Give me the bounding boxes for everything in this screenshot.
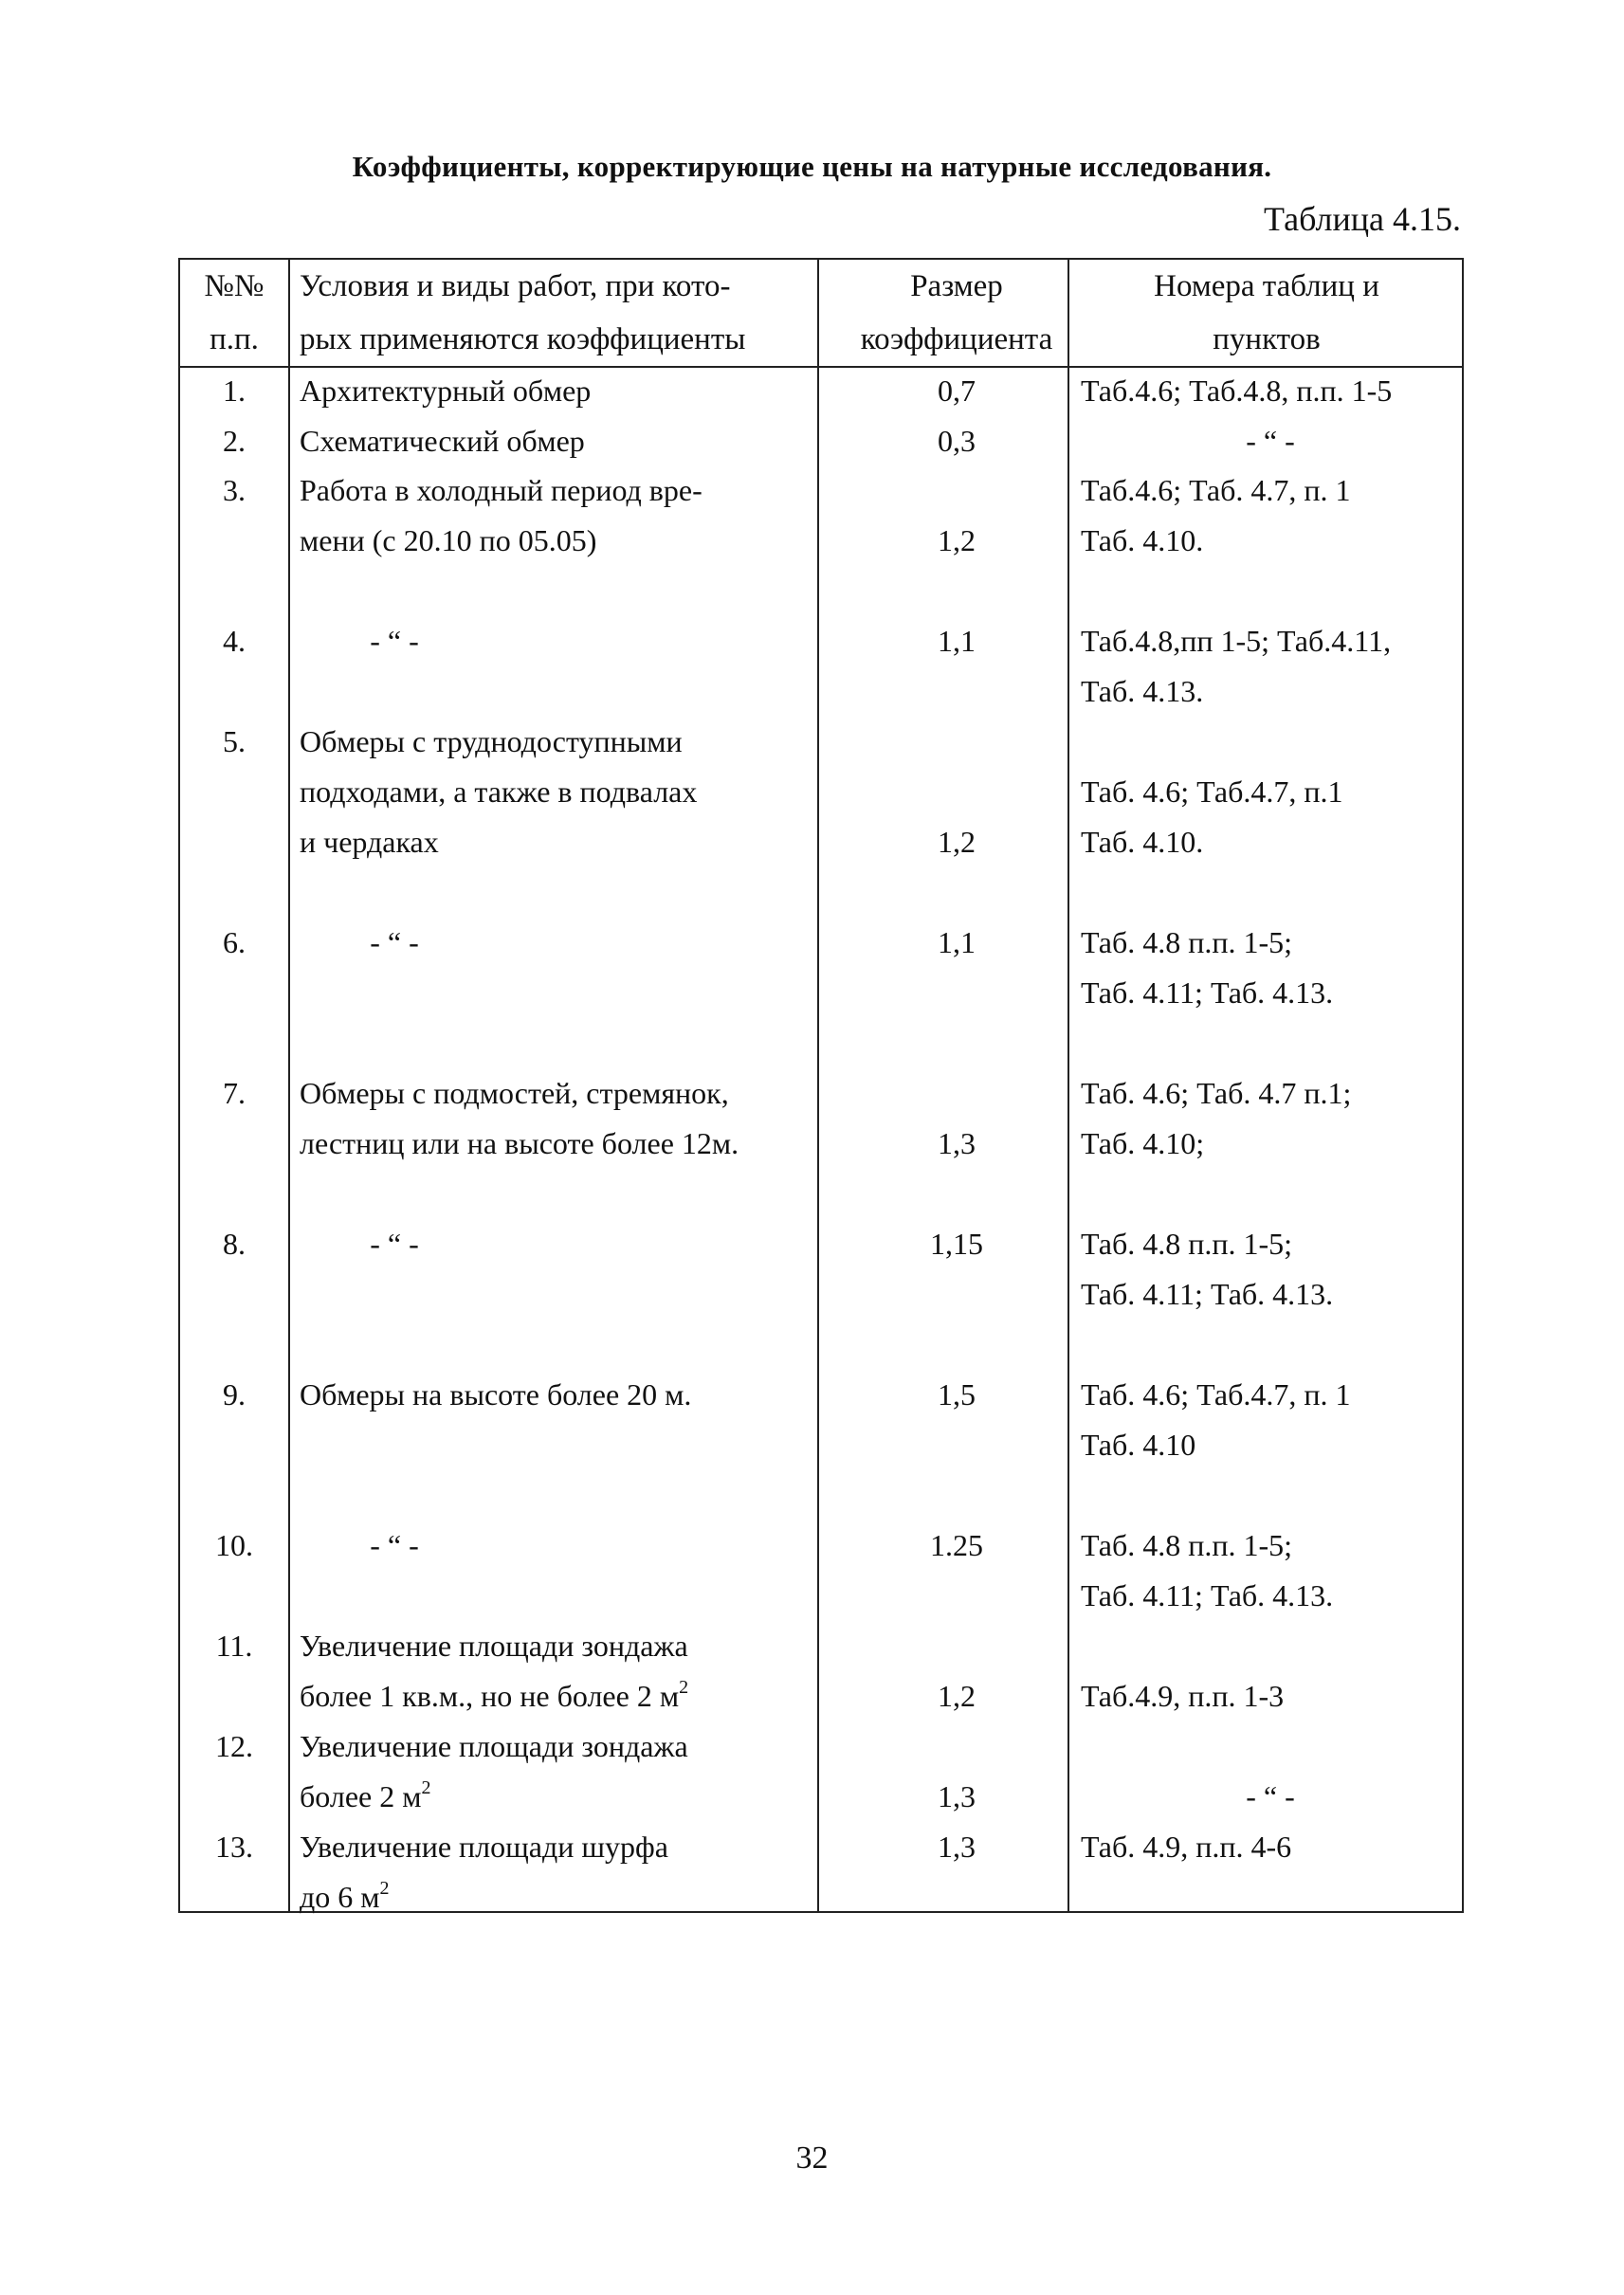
row-5-condition-line2: подходами, а также в подвалах <box>300 774 698 809</box>
row-9-reference-line2: Таб. 4.10 <box>1081 1428 1196 1462</box>
header-ref-line2: пунктов <box>1213 322 1321 356</box>
row-1-condition: Архитектурный обмер <box>300 373 592 408</box>
row-12-reference-ditto: - “ - <box>1246 1779 1295 1813</box>
row-3-coefficient: 1,2 <box>938 523 976 557</box>
row-1-coefficient: 0,7 <box>938 373 976 408</box>
row-4-reference-line2: Таб. 4.13. <box>1081 674 1204 708</box>
row-10-reference-line2: Таб. 4.11; Таб. 4.13. <box>1081 1578 1334 1612</box>
row-7-coefficient: 1,3 <box>938 1126 976 1160</box>
superscript-2: 2 <box>379 1878 390 1899</box>
superscript-2: 2 <box>421 1777 431 1798</box>
row-5-condition-line3: и чердаках <box>300 825 439 859</box>
row-5-coefficient: 1,2 <box>938 825 976 859</box>
row-9-reference-line1: Таб. 4.6; Таб.4.7, п. 1 <box>1081 1377 1351 1412</box>
row-13-condition-line2-text: до 6 м <box>300 1880 380 1914</box>
row-1-reference: Таб.4.6; Таб.4.8, п.п. 1-5 <box>1081 373 1393 408</box>
row-13-coefficient: 1,3 <box>938 1830 976 1864</box>
column-divider <box>288 260 290 1911</box>
row-11-reference: Таб.4.9, п.п. 1-3 <box>1081 1679 1285 1713</box>
row-5-condition-line1: Обмеры с труднодоступными <box>300 724 683 758</box>
header-coef-line2: коэффициента <box>860 322 1053 356</box>
row-6-reference-line1: Таб. 4.8 п.п. 1-5; <box>1081 925 1293 959</box>
header-coef-line1: Размер <box>910 269 1003 303</box>
row-3-reference-line1: Таб.4.6; Таб. 4.7, п. 1 <box>1081 473 1351 507</box>
header-ref-line1: Номера таблиц и <box>1154 269 1379 303</box>
page-number: 32 <box>795 2140 829 2176</box>
row-6-condition-ditto: - “ - <box>370 925 419 959</box>
coefficients-table <box>178 258 1464 1913</box>
row-4-num: 4. <box>223 624 246 658</box>
row-3-reference-line2: Таб. 4.10. <box>1081 523 1204 557</box>
row-9-condition: Обмеры на высоте более 20 м. <box>300 1377 692 1412</box>
row-4-condition-ditto: - “ - <box>370 624 419 658</box>
row-11-num: 11. <box>215 1629 253 1663</box>
row-12-num: 12. <box>215 1729 253 1763</box>
superscript-2: 2 <box>679 1677 689 1698</box>
column-divider <box>1067 260 1069 1911</box>
header-num-line2: п.п. <box>210 322 259 356</box>
row-2-condition: Схематический обмер <box>300 424 585 458</box>
row-7-reference-line2: Таб. 4.10; <box>1081 1126 1205 1160</box>
row-7-num: 7. <box>223 1076 246 1110</box>
row-7-condition-line1: Обмеры с подмостей, стремянок, <box>300 1076 729 1110</box>
row-4-reference-line1: Таб.4.8,пп 1-5; Таб.4.11, <box>1081 624 1392 658</box>
row-2-coefficient: 0,3 <box>938 424 976 458</box>
row-1-num: 1. <box>223 373 246 408</box>
row-12-condition-line1: Увеличение площади зондажа <box>300 1729 688 1763</box>
row-11-condition-line2 <box>300 1671 830 1721</box>
row-11-condition-line2-text: более 1 кв.м., но не более 2 м <box>300 1679 680 1713</box>
row-9-num: 9. <box>223 1377 246 1412</box>
row-5-num: 5. <box>223 724 246 758</box>
row-7-reference-line1: Таб. 4.6; Таб. 4.7 п.1; <box>1081 1076 1352 1110</box>
row-8-coefficient: 1,15 <box>930 1227 983 1261</box>
row-13-num: 13. <box>215 1830 253 1864</box>
row-13-condition-line1: Увеличение площади шурфа <box>300 1830 668 1864</box>
row-11-coefficient: 1,2 <box>938 1679 976 1713</box>
row-3-condition-line2: мени (с 20.10 по 05.05) <box>300 523 597 557</box>
row-3-condition-line1: Работа в холодный период вре- <box>300 473 703 507</box>
row-9-coefficient: 1,5 <box>938 1377 976 1412</box>
row-5-reference-line1: Таб. 4.6; Таб.4.7, п.1 <box>1081 774 1343 809</box>
row-8-condition-ditto: - “ - <box>370 1227 419 1261</box>
header-num-line1: №№ <box>204 269 265 303</box>
row-13-condition-line2 <box>300 1872 830 1922</box>
row-10-coefficient: 1.25 <box>930 1528 983 1562</box>
row-6-num: 6. <box>223 925 246 959</box>
row-11-condition-line1: Увеличение площади зондажа <box>300 1629 688 1663</box>
row-10-reference-line1: Таб. 4.8 п.п. 1-5; <box>1081 1528 1293 1562</box>
row-13-reference: Таб. 4.9, п.п. 4-6 <box>1081 1830 1292 1864</box>
row-2-num: 2. <box>223 424 246 458</box>
table-label: Таблица 4.15. <box>1264 200 1461 238</box>
row-8-reference-line2: Таб. 4.11; Таб. 4.13. <box>1081 1277 1334 1311</box>
row-2-reference-ditto: - “ - <box>1246 424 1295 458</box>
row-6-reference-line2: Таб. 4.11; Таб. 4.13. <box>1081 975 1334 1010</box>
row-8-num: 8. <box>223 1227 246 1261</box>
document-title: Коэффициенты, корректирующие цены на натурные исследования. <box>352 150 1272 183</box>
header-cond-line1: Условия и виды работ, при кото- <box>300 269 731 303</box>
row-8-reference-line1: Таб. 4.8 п.п. 1-5; <box>1081 1227 1293 1261</box>
row-10-num: 10. <box>215 1528 253 1562</box>
row-12-condition-line2-text: более 2 м <box>300 1779 422 1813</box>
row-12-condition-line2 <box>300 1772 830 1822</box>
row-6-coefficient: 1,1 <box>938 925 976 959</box>
row-10-condition-ditto: - “ - <box>370 1528 419 1562</box>
header-cond-line2: рых применяются коэффициенты <box>300 322 746 356</box>
row-3-num: 3. <box>223 473 246 507</box>
row-5-reference-line2: Таб. 4.10. <box>1081 825 1204 859</box>
row-12-coefficient: 1,3 <box>938 1779 976 1813</box>
row-4-coefficient: 1,1 <box>938 624 976 658</box>
row-7-condition-line2: лестниц или на высоте более 12м. <box>300 1126 739 1160</box>
